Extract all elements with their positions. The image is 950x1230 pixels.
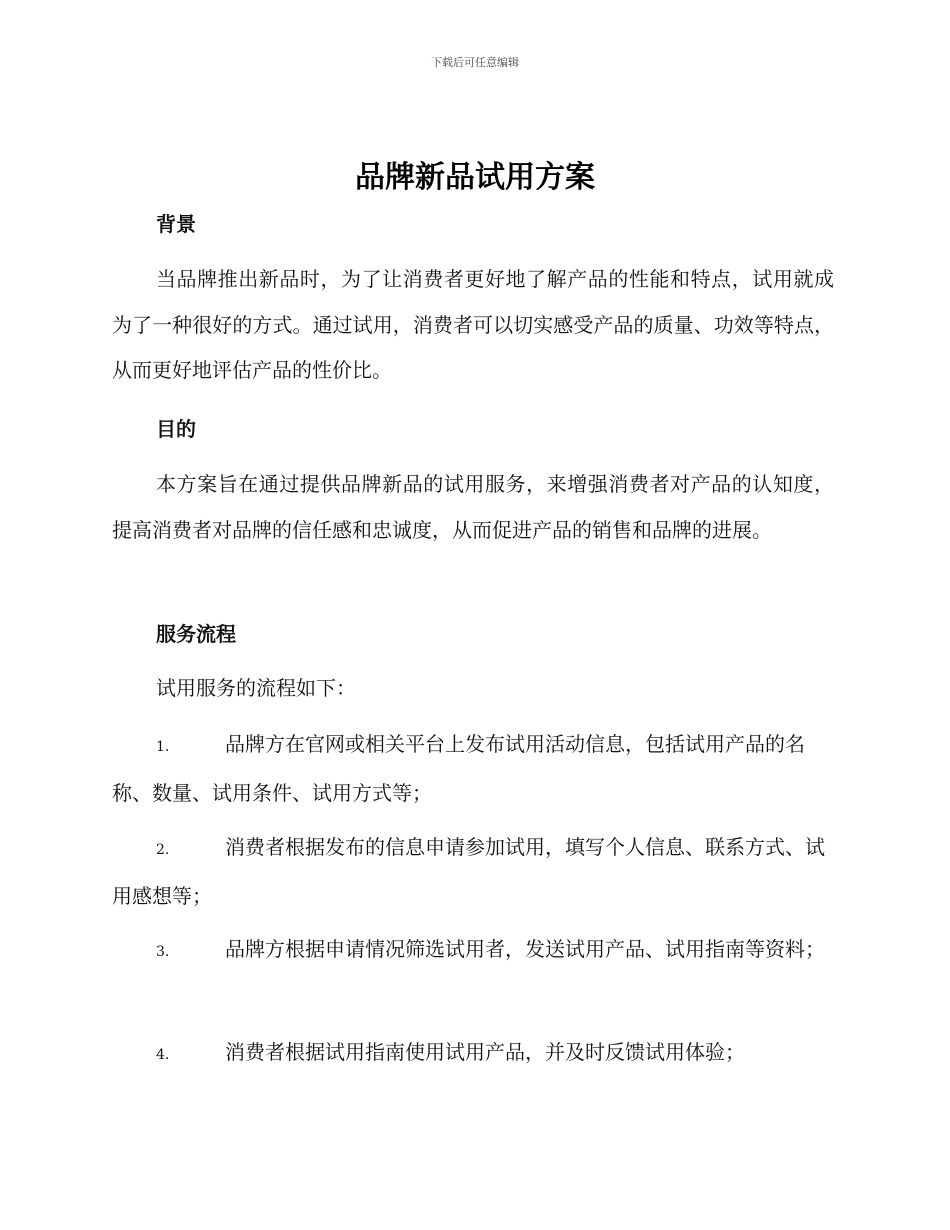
paragraph-process-intro: 试用服务的流程如下：	[156, 676, 356, 700]
list-item	[112, 722, 834, 816]
list-item-text: 消费者根据试用指南使用试用产品，并及时反馈试用体验；	[225, 1040, 745, 1064]
list-item-text: 品牌方根据申请情况筛选试用者，发送试用产品、试用指南等资料；	[225, 937, 825, 961]
section-heading-purpose: 目的	[156, 417, 196, 441]
list-item	[112, 1030, 834, 1079]
list-item-number: 3.	[156, 944, 170, 960]
header-note: 下载后可任意编辑	[431, 56, 519, 69]
list-item-text: 消费者根据发布的信息申请参加试用，填写个人信息、联系方式、试用感想等；	[112, 835, 825, 908]
list-item	[112, 927, 834, 976]
list-item-number: 2.	[156, 842, 170, 858]
list-item-number: 4.	[156, 1047, 170, 1063]
section-heading-background: 背景	[156, 212, 196, 236]
list-item-number: 1.	[156, 739, 170, 755]
list-item-text: 品牌方在官网或相关平台上发布试用活动信息，包括试用产品的名称、数量、试用条件、试用方式等；	[112, 732, 805, 805]
section-heading-process: 服务流程	[156, 622, 236, 646]
paragraph-purpose: 本方案旨在通过提供品牌新品的试用服务，来增强消费者对产品的认知度，提高消费者对品牌的信任感和忠诚度，从而促进产品的销售和品牌的进展。	[112, 472, 834, 542]
list-item	[112, 825, 834, 919]
paragraph-background: 当品牌推出新品时，为了让消费者更好地了解产品的性能和特点，试用就成为了一种很好的方式。通过试用，消费者可以切实感受产品的质量、功效等特点，从而更好地评估产品的性价比。	[112, 267, 834, 382]
document-title: 品牌新品试用方案	[355, 160, 595, 195]
